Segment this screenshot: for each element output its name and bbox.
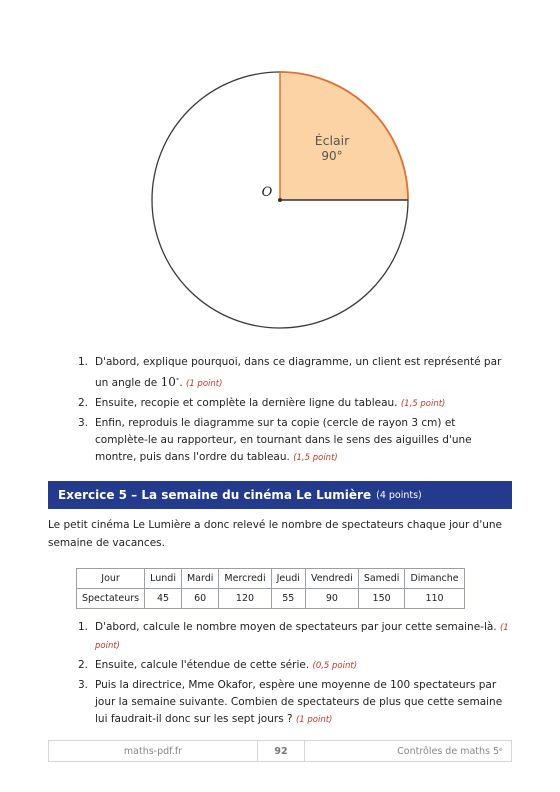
slice-angle: 90°	[321, 149, 343, 163]
center-point	[278, 198, 282, 202]
question-list-2	[78, 619, 510, 731]
table-row-spectators	[77, 589, 465, 609]
question-list-1	[78, 354, 510, 469]
question-points: (1,5 point)	[293, 453, 338, 463]
question-text: D'abord, explique pourquoi, dans ce diagramme, un client est représenté par un angle de	[95, 356, 502, 389]
exercise-5-title: Exercice 5 – La semaine du cinéma Le Lumière	[58, 488, 372, 502]
question-number: 2.	[78, 659, 89, 671]
question-number: 3.	[78, 417, 89, 429]
table-cell: 110	[405, 589, 464, 609]
table-cell: Samedi	[358, 569, 405, 589]
table-cell: Mercredi	[219, 569, 271, 589]
question-item	[78, 619, 510, 655]
question-points: (1 point)	[186, 379, 223, 389]
degree-symbol: ∘	[175, 375, 180, 383]
question-points: (1 point)	[95, 623, 509, 651]
table-cell: Jeudi	[271, 569, 305, 589]
slice-label: Éclair	[314, 133, 350, 148]
angle-number: 10	[160, 375, 176, 389]
table-cell: 60	[181, 589, 218, 609]
question-text: Ensuite, calcule l'étendue de cette série.	[95, 659, 313, 671]
pie-diagram	[0, 0, 560, 340]
angle-value	[161, 375, 180, 389]
question-number: 3.	[78, 679, 89, 691]
table-row-days	[77, 569, 465, 589]
question-text: Puis la directrice, Mme Okafor, espère une moyenne de 100 spectateurs par jour la semaine suivante. Combien de spectateurs de plus que cette semaine lui faudrait-il donc sur les sept jours ?	[95, 679, 503, 725]
question-item	[78, 415, 510, 467]
table-cell: Dimanche	[405, 569, 464, 589]
exercise-5-header	[48, 481, 512, 509]
footer-page-number: 92	[257, 741, 305, 761]
footer-collection: Contrôles de maths 5ᵉ	[397, 745, 503, 757]
exercise-5-intro: Le petit cinéma Le Lumière a donc relevé le nombre de spectateurs chaque jour d'une semaine de vacances.	[48, 519, 502, 549]
question-points: (1 point)	[295, 715, 333, 725]
question-points: (0,5 point)	[312, 661, 358, 671]
question-item	[78, 657, 510, 675]
question-number: 2.	[78, 397, 89, 409]
question-text: .	[179, 377, 186, 389]
table-cell: Jour	[77, 569, 145, 589]
table-cell: Vendredi	[305, 569, 358, 589]
question-points: (1,5 point)	[400, 399, 446, 409]
question-item	[78, 395, 510, 413]
table-cell: Lundi	[145, 569, 182, 589]
exercise-5-points: (4 points)	[376, 489, 422, 501]
table-cell: 120	[219, 589, 271, 609]
question-item	[78, 677, 510, 729]
table-cell: 90	[305, 589, 358, 609]
table-cell: Spectateurs	[77, 589, 145, 609]
question-text: Ensuite, recopie et complète la dernière ligne du tableau.	[95, 397, 401, 409]
page-footer	[48, 740, 512, 762]
table-cell: Mardi	[181, 569, 218, 589]
question-number: 1.	[78, 621, 89, 633]
footer-site: maths-pdf.fr	[123, 745, 183, 757]
table-cell: 55	[271, 589, 305, 609]
spectators-table	[76, 568, 465, 609]
question-text: Enfin, reproduis le diagramme sur ta copie (cercle de rayon 3 cm) et complète-le au rapporteur, en tournant dans le sens des aiguilles d'une montre, puis dans l'ordre du tableau.	[95, 417, 472, 463]
question-text: D'abord, calcule le nombre moyen de spectateurs par jour cette semaine-là.	[95, 621, 500, 633]
table-cell: 150	[358, 589, 405, 609]
table-cell: 45	[145, 589, 182, 609]
question-number: 1.	[78, 356, 89, 368]
center-label: O	[261, 185, 273, 200]
question-item	[78, 354, 510, 393]
